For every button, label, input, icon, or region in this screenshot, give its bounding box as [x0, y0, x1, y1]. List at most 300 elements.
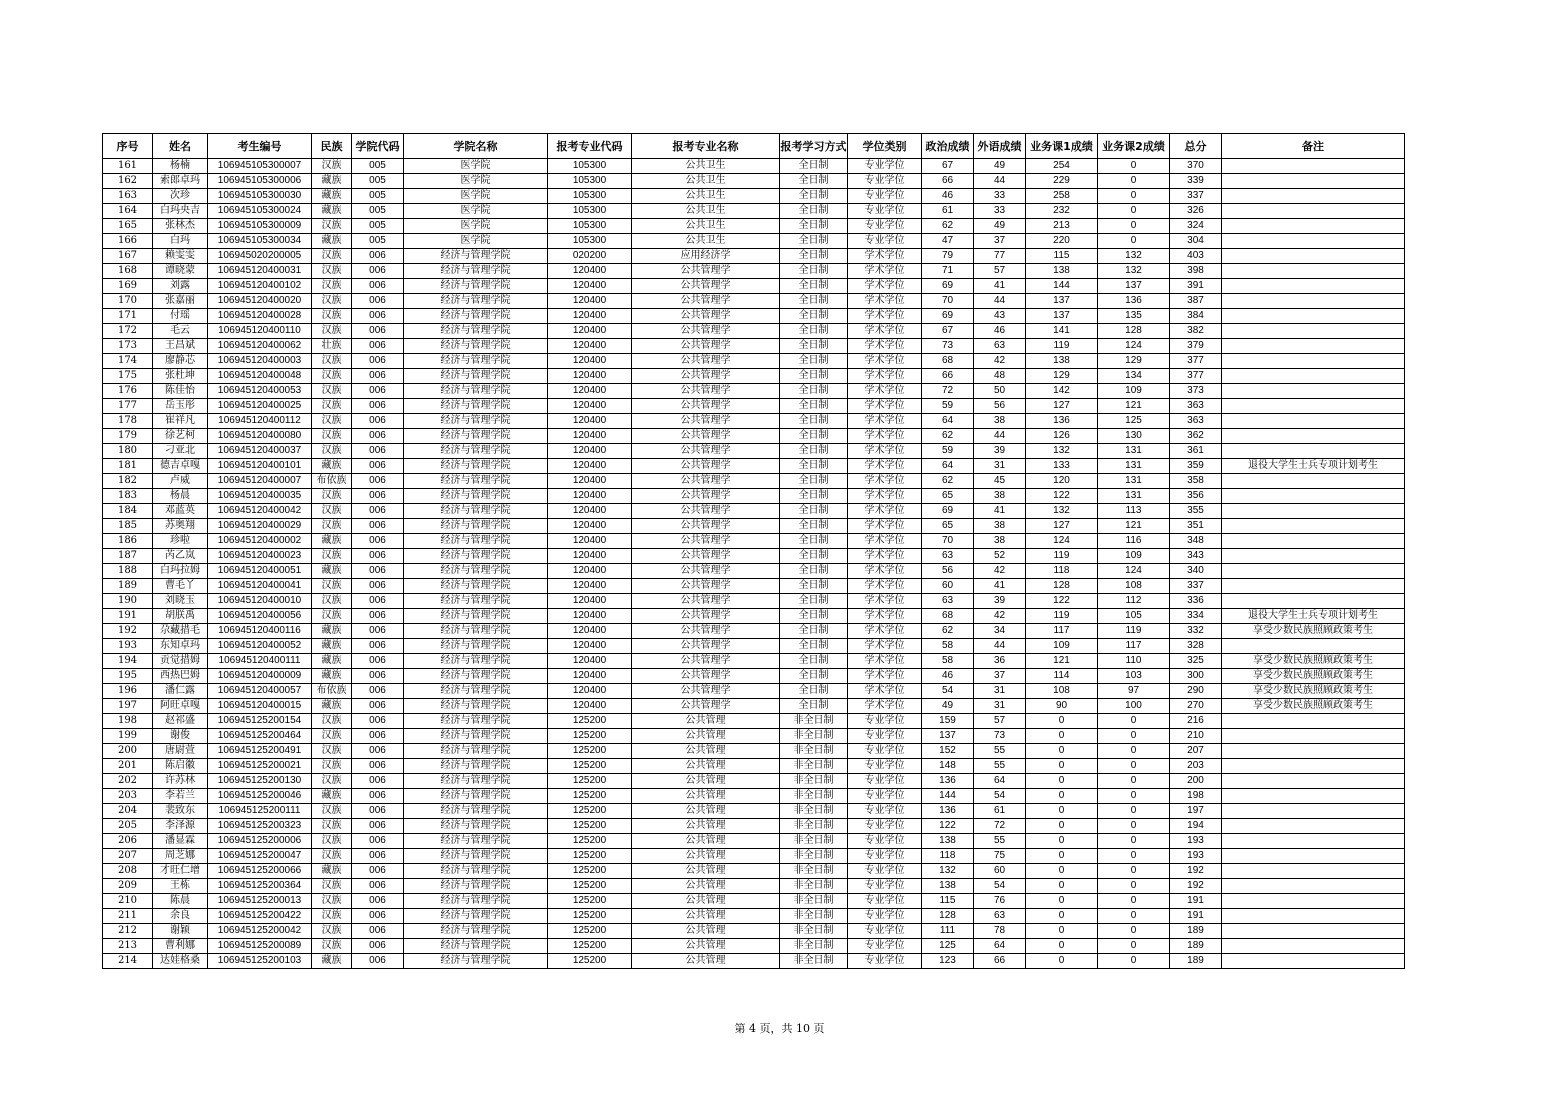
total-score-cell: 403	[1170, 249, 1222, 264]
study-mode-cell: 全日制	[780, 519, 848, 534]
college-name-cell: 经济与管理学院	[404, 894, 548, 909]
college-name-cell: 经济与管理学院	[404, 354, 548, 369]
study-mode-cell: 非全日制	[780, 894, 848, 909]
candidate-id-cell: 106945120400052	[208, 639, 312, 654]
degree-type-cell: 学术学位	[848, 309, 922, 324]
politics-score-cell: 136	[922, 774, 974, 789]
college-name-cell: 经济与管理学院	[404, 924, 548, 939]
major-code-cell: 125200	[548, 819, 632, 834]
ethnicity-cell: 汉族	[312, 924, 352, 939]
ethnicity-cell: 藏族	[312, 864, 352, 879]
politics-score-cell: 59	[922, 444, 974, 459]
degree-type-cell: 专业学位	[848, 939, 922, 954]
language-score-cell: 76	[974, 894, 1026, 909]
subject2-score-cell: 0	[1098, 819, 1170, 834]
degree-type-cell: 专业学位	[848, 204, 922, 219]
language-score-cell: 54	[974, 879, 1026, 894]
table-row	[103, 459, 1405, 474]
subject2-score-cell: 132	[1098, 264, 1170, 279]
table-row	[103, 354, 1405, 369]
remarks-cell	[1222, 204, 1405, 219]
table-row	[103, 804, 1405, 819]
subject2-score-cell: 125	[1098, 414, 1170, 429]
remarks-cell	[1222, 849, 1405, 864]
subject1-score-cell: 109	[1026, 639, 1098, 654]
study-mode-cell: 全日制	[780, 249, 848, 264]
ethnicity-cell: 汉族	[312, 219, 352, 234]
language-score-cell: 37	[974, 669, 1026, 684]
table-row	[103, 924, 1405, 939]
header-col-index: 序号	[103, 134, 153, 159]
subject2-score-cell: 105	[1098, 609, 1170, 624]
major-code-cell: 105300	[548, 189, 632, 204]
major-name-cell: 公共管理学	[632, 654, 780, 669]
header-col-subject2-score: 业务课2成绩	[1098, 134, 1170, 159]
college-code-cell: 006	[352, 264, 404, 279]
major-name-cell: 公共管理学	[632, 669, 780, 684]
table-row	[103, 369, 1405, 384]
subject1-score-cell: 0	[1026, 849, 1098, 864]
header-col-name: 姓名	[153, 134, 208, 159]
language-score-cell: 63	[974, 909, 1026, 924]
language-score-cell: 31	[974, 459, 1026, 474]
row-index-cell: 173	[103, 339, 153, 354]
major-code-cell: 120400	[548, 609, 632, 624]
table-row	[103, 444, 1405, 459]
subject1-score-cell: 119	[1026, 549, 1098, 564]
ethnicity-cell: 布依族	[312, 474, 352, 489]
total-score-cell: 193	[1170, 849, 1222, 864]
remarks-cell	[1222, 384, 1405, 399]
major-name-cell: 应用经济学	[632, 249, 780, 264]
table-header-row	[103, 134, 1405, 159]
subject2-score-cell: 110	[1098, 654, 1170, 669]
table-row	[103, 504, 1405, 519]
politics-score-cell: 46	[922, 189, 974, 204]
college-code-cell: 006	[352, 294, 404, 309]
college-code-cell: 006	[352, 504, 404, 519]
total-score-cell: 356	[1170, 489, 1222, 504]
major-code-cell: 120400	[548, 519, 632, 534]
table-row	[103, 294, 1405, 309]
candidate-id-cell: 106945105300007	[208, 159, 312, 174]
remarks-cell	[1222, 159, 1405, 174]
subject1-score-cell: 0	[1026, 894, 1098, 909]
study-mode-cell: 全日制	[780, 444, 848, 459]
college-code-cell: 006	[352, 384, 404, 399]
row-index-cell: 206	[103, 834, 153, 849]
candidate-name-cell: 邓蓝英	[153, 504, 208, 519]
remarks-cell: 享受少数民族照顾政策考生	[1222, 699, 1405, 714]
candidate-name-cell: 岳玉彤	[153, 399, 208, 414]
language-score-cell: 52	[974, 549, 1026, 564]
table-row	[103, 579, 1405, 594]
subject2-score-cell: 103	[1098, 669, 1170, 684]
ethnicity-cell: 汉族	[312, 279, 352, 294]
row-index-cell: 175	[103, 369, 153, 384]
table-row	[103, 819, 1405, 834]
row-index-cell: 209	[103, 879, 153, 894]
row-index-cell: 198	[103, 714, 153, 729]
subject1-score-cell: 124	[1026, 534, 1098, 549]
subject2-score-cell: 0	[1098, 909, 1170, 924]
remarks-cell	[1222, 354, 1405, 369]
ethnicity-cell: 汉族	[312, 744, 352, 759]
major-code-cell: 120400	[548, 489, 632, 504]
degree-type-cell: 学术学位	[848, 249, 922, 264]
language-score-cell: 49	[974, 159, 1026, 174]
study-mode-cell: 全日制	[780, 489, 848, 504]
politics-score-cell: 71	[922, 264, 974, 279]
subject2-score-cell: 108	[1098, 579, 1170, 594]
candidate-name-cell: 苏奥翔	[153, 519, 208, 534]
major-code-cell: 120400	[548, 534, 632, 549]
language-score-cell: 48	[974, 369, 1026, 384]
row-index-cell: 211	[103, 909, 153, 924]
remarks-cell	[1222, 789, 1405, 804]
degree-type-cell: 专业学位	[848, 834, 922, 849]
row-index-cell: 196	[103, 684, 153, 699]
politics-score-cell: 56	[922, 564, 974, 579]
degree-type-cell: 专业学位	[848, 864, 922, 879]
candidate-name-cell: 谭晓蒙	[153, 264, 208, 279]
row-index-cell: 212	[103, 924, 153, 939]
college-code-cell: 006	[352, 744, 404, 759]
subject1-score-cell: 0	[1026, 759, 1098, 774]
candidate-name-cell: 陈晨	[153, 894, 208, 909]
major-name-cell: 公共管理	[632, 819, 780, 834]
study-mode-cell: 全日制	[780, 579, 848, 594]
row-index-cell: 210	[103, 894, 153, 909]
subject2-score-cell: 0	[1098, 744, 1170, 759]
ethnicity-cell: 藏族	[312, 564, 352, 579]
candidate-name-cell: 索郎卓玛	[153, 174, 208, 189]
remarks-cell	[1222, 309, 1405, 324]
major-code-cell: 125200	[548, 744, 632, 759]
table-row	[103, 624, 1405, 639]
college-code-cell: 006	[352, 594, 404, 609]
candidate-name-cell: 刘露	[153, 279, 208, 294]
major-name-cell: 公共管理学	[632, 519, 780, 534]
row-index-cell: 164	[103, 204, 153, 219]
candidate-name-cell: 东知卓玛	[153, 639, 208, 654]
table-row	[103, 879, 1405, 894]
row-index-cell: 191	[103, 609, 153, 624]
row-index-cell: 170	[103, 294, 153, 309]
politics-score-cell: 68	[922, 609, 974, 624]
study-mode-cell: 全日制	[780, 279, 848, 294]
language-score-cell: 46	[974, 324, 1026, 339]
row-index-cell: 203	[103, 789, 153, 804]
page-footer: 第 4 页，共 10 页	[734, 1022, 825, 1035]
study-mode-cell: 全日制	[780, 324, 848, 339]
row-index-cell: 174	[103, 354, 153, 369]
college-code-cell: 006	[352, 684, 404, 699]
candidate-name-cell: 付瑶	[153, 309, 208, 324]
header-col-major-code: 报考专业代码	[548, 134, 632, 159]
degree-type-cell: 专业学位	[848, 894, 922, 909]
remarks-cell	[1222, 759, 1405, 774]
college-name-cell: 经济与管理学院	[404, 474, 548, 489]
subject2-score-cell: 130	[1098, 429, 1170, 444]
candidate-id-cell: 106945120400112	[208, 414, 312, 429]
college-code-cell: 006	[352, 309, 404, 324]
study-mode-cell: 全日制	[780, 609, 848, 624]
table-row	[103, 864, 1405, 879]
subject2-score-cell: 132	[1098, 249, 1170, 264]
major-code-cell: 125200	[548, 834, 632, 849]
major-name-cell: 公共卫生	[632, 174, 780, 189]
study-mode-cell: 全日制	[780, 594, 848, 609]
college-code-cell: 006	[352, 819, 404, 834]
politics-score-cell: 152	[922, 744, 974, 759]
major-name-cell: 公共管理	[632, 744, 780, 759]
college-code-cell: 006	[352, 444, 404, 459]
subject1-score-cell: 141	[1026, 324, 1098, 339]
table-row	[103, 909, 1405, 924]
subject2-score-cell: 0	[1098, 804, 1170, 819]
subject2-score-cell: 0	[1098, 864, 1170, 879]
table-row	[103, 399, 1405, 414]
subject2-score-cell: 134	[1098, 369, 1170, 384]
language-score-cell: 61	[974, 804, 1026, 819]
ethnicity-cell: 汉族	[312, 849, 352, 864]
row-index-cell: 171	[103, 309, 153, 324]
college-name-cell: 经济与管理学院	[404, 294, 548, 309]
language-score-cell: 63	[974, 339, 1026, 354]
header-col-subject1-score: 业务课1成绩	[1026, 134, 1098, 159]
major-code-cell: 125200	[548, 714, 632, 729]
major-code-cell: 120400	[548, 429, 632, 444]
candidate-name-cell: 白玛拉姆	[153, 564, 208, 579]
politics-score-cell: 70	[922, 534, 974, 549]
study-mode-cell: 非全日制	[780, 804, 848, 819]
remarks-cell	[1222, 264, 1405, 279]
major-name-cell: 公共管理学	[632, 459, 780, 474]
ethnicity-cell: 汉族	[312, 324, 352, 339]
politics-score-cell: 66	[922, 174, 974, 189]
major-name-cell: 公共管理	[632, 939, 780, 954]
degree-type-cell: 学术学位	[848, 519, 922, 534]
ethnicity-cell: 藏族	[312, 699, 352, 714]
study-mode-cell: 非全日制	[780, 924, 848, 939]
major-name-cell: 公共管理	[632, 909, 780, 924]
ethnicity-cell: 汉族	[312, 819, 352, 834]
study-mode-cell: 全日制	[780, 699, 848, 714]
degree-type-cell: 学术学位	[848, 429, 922, 444]
major-code-cell: 125200	[548, 849, 632, 864]
remarks-cell: 退役大学生士兵专项计划考生	[1222, 459, 1405, 474]
major-code-cell: 125200	[548, 939, 632, 954]
candidate-id-cell: 106945125200154	[208, 714, 312, 729]
remarks-cell	[1222, 534, 1405, 549]
college-name-cell: 经济与管理学院	[404, 759, 548, 774]
total-score-cell: 203	[1170, 759, 1222, 774]
subject1-score-cell: 142	[1026, 384, 1098, 399]
degree-type-cell: 学术学位	[848, 504, 922, 519]
total-score-cell: 207	[1170, 744, 1222, 759]
major-code-cell: 120400	[548, 264, 632, 279]
college-name-cell: 医学院	[404, 174, 548, 189]
college-name-cell: 经济与管理学院	[404, 804, 548, 819]
major-code-cell: 120400	[548, 639, 632, 654]
total-score-cell: 189	[1170, 924, 1222, 939]
subject1-score-cell: 121	[1026, 654, 1098, 669]
college-name-cell: 经济与管理学院	[404, 534, 548, 549]
candidate-id-cell: 106945120400053	[208, 384, 312, 399]
subject2-score-cell: 0	[1098, 189, 1170, 204]
degree-type-cell: 学术学位	[848, 654, 922, 669]
remarks-cell	[1222, 549, 1405, 564]
candidate-id-cell: 106945120400029	[208, 519, 312, 534]
politics-score-cell: 137	[922, 729, 974, 744]
candidate-id-cell: 106945120400035	[208, 489, 312, 504]
major-name-cell: 公共管理学	[632, 579, 780, 594]
remarks-cell: 享受少数民族照顾政策考生	[1222, 684, 1405, 699]
total-score-cell: 325	[1170, 654, 1222, 669]
major-code-cell: 125200	[548, 774, 632, 789]
row-index-cell: 186	[103, 534, 153, 549]
candidate-name-cell: 周芝娜	[153, 849, 208, 864]
study-mode-cell: 全日制	[780, 384, 848, 399]
major-name-cell: 公共管理学	[632, 354, 780, 369]
subject2-score-cell: 117	[1098, 639, 1170, 654]
ethnicity-cell: 汉族	[312, 264, 352, 279]
ethnicity-cell: 汉族	[312, 879, 352, 894]
major-name-cell: 公共管理	[632, 849, 780, 864]
politics-score-cell: 159	[922, 714, 974, 729]
college-name-cell: 经济与管理学院	[404, 879, 548, 894]
language-score-cell: 33	[974, 204, 1026, 219]
subject1-score-cell: 232	[1026, 204, 1098, 219]
study-mode-cell: 非全日制	[780, 864, 848, 879]
total-score-cell: 387	[1170, 294, 1222, 309]
candidate-name-cell: 崔祥凡	[153, 414, 208, 429]
row-index-cell: 188	[103, 564, 153, 579]
college-name-cell: 经济与管理学院	[404, 699, 548, 714]
subject1-score-cell: 118	[1026, 564, 1098, 579]
ethnicity-cell: 汉族	[312, 909, 352, 924]
ethnicity-cell: 藏族	[312, 669, 352, 684]
candidate-name-cell: 廖静芯	[153, 354, 208, 369]
ethnicity-cell: 汉族	[312, 519, 352, 534]
subject1-score-cell: 254	[1026, 159, 1098, 174]
politics-score-cell: 144	[922, 789, 974, 804]
college-code-cell: 006	[352, 339, 404, 354]
table-row	[103, 789, 1405, 804]
degree-type-cell: 学术学位	[848, 324, 922, 339]
major-code-cell: 125200	[548, 729, 632, 744]
degree-type-cell: 学术学位	[848, 549, 922, 564]
college-name-cell: 经济与管理学院	[404, 729, 548, 744]
study-mode-cell: 非全日制	[780, 954, 848, 969]
subject1-score-cell: 133	[1026, 459, 1098, 474]
study-mode-cell: 全日制	[780, 639, 848, 654]
table-row	[103, 264, 1405, 279]
study-mode-cell: 全日制	[780, 669, 848, 684]
candidate-id-cell: 106945105300006	[208, 174, 312, 189]
ethnicity-cell: 汉族	[312, 729, 352, 744]
ethnicity-cell: 汉族	[312, 399, 352, 414]
language-score-cell: 72	[974, 819, 1026, 834]
total-score-cell: 363	[1170, 414, 1222, 429]
total-score-cell: 340	[1170, 564, 1222, 579]
study-mode-cell: 全日制	[780, 624, 848, 639]
major-name-cell: 公共管理学	[632, 309, 780, 324]
major-name-cell: 公共管理学	[632, 594, 780, 609]
college-name-cell: 经济与管理学院	[404, 669, 548, 684]
candidate-id-cell: 106945105300034	[208, 234, 312, 249]
row-index-cell: 204	[103, 804, 153, 819]
degree-type-cell: 专业学位	[848, 744, 922, 759]
ethnicity-cell: 藏族	[312, 639, 352, 654]
subject1-score-cell: 0	[1026, 954, 1098, 969]
language-score-cell: 56	[974, 399, 1026, 414]
table-row	[103, 549, 1405, 564]
college-code-cell: 006	[352, 729, 404, 744]
remarks-cell	[1222, 714, 1405, 729]
ethnicity-cell: 藏族	[312, 534, 352, 549]
college-code-cell: 006	[352, 714, 404, 729]
college-name-cell: 经济与管理学院	[404, 519, 548, 534]
college-code-cell: 005	[352, 174, 404, 189]
subject2-score-cell: 131	[1098, 459, 1170, 474]
major-name-cell: 公共管理	[632, 729, 780, 744]
major-code-cell: 125200	[548, 894, 632, 909]
table-row	[103, 489, 1405, 504]
subject1-score-cell: 144	[1026, 279, 1098, 294]
language-score-cell: 50	[974, 384, 1026, 399]
language-score-cell: 73	[974, 729, 1026, 744]
candidate-id-cell: 106945125200006	[208, 834, 312, 849]
college-name-cell: 经济与管理学院	[404, 789, 548, 804]
candidate-name-cell: 刁亚北	[153, 444, 208, 459]
candidate-name-cell: 才旺仁增	[153, 864, 208, 879]
major-name-cell: 公共管理学	[632, 549, 780, 564]
candidate-id-cell: 106945125200046	[208, 789, 312, 804]
remarks-cell	[1222, 429, 1405, 444]
total-score-cell: 200	[1170, 774, 1222, 789]
row-index-cell: 179	[103, 429, 153, 444]
major-name-cell: 公共管理	[632, 924, 780, 939]
degree-type-cell: 专业学位	[848, 879, 922, 894]
major-code-cell: 120400	[548, 384, 632, 399]
study-mode-cell: 全日制	[780, 504, 848, 519]
remarks-cell	[1222, 189, 1405, 204]
degree-type-cell: 专业学位	[848, 924, 922, 939]
major-code-cell: 120400	[548, 474, 632, 489]
subject1-score-cell: 132	[1026, 504, 1098, 519]
language-score-cell: 38	[974, 489, 1026, 504]
remarks-cell	[1222, 519, 1405, 534]
candidate-name-cell: 毛云	[153, 324, 208, 339]
candidate-id-cell: 106945120400007	[208, 474, 312, 489]
remarks-cell	[1222, 924, 1405, 939]
subject1-score-cell: 0	[1026, 819, 1098, 834]
total-score-cell: 377	[1170, 354, 1222, 369]
ethnicity-cell: 汉族	[312, 429, 352, 444]
remarks-cell	[1222, 489, 1405, 504]
candidate-id-cell: 106945120400110	[208, 324, 312, 339]
study-mode-cell: 全日制	[780, 414, 848, 429]
college-name-cell: 经济与管理学院	[404, 609, 548, 624]
candidate-name-cell: 白玛央吉	[153, 204, 208, 219]
table-row	[103, 429, 1405, 444]
ethnicity-cell: 汉族	[312, 444, 352, 459]
politics-score-cell: 62	[922, 474, 974, 489]
candidate-name-cell: 贡觉措姆	[153, 654, 208, 669]
subject1-score-cell: 0	[1026, 729, 1098, 744]
